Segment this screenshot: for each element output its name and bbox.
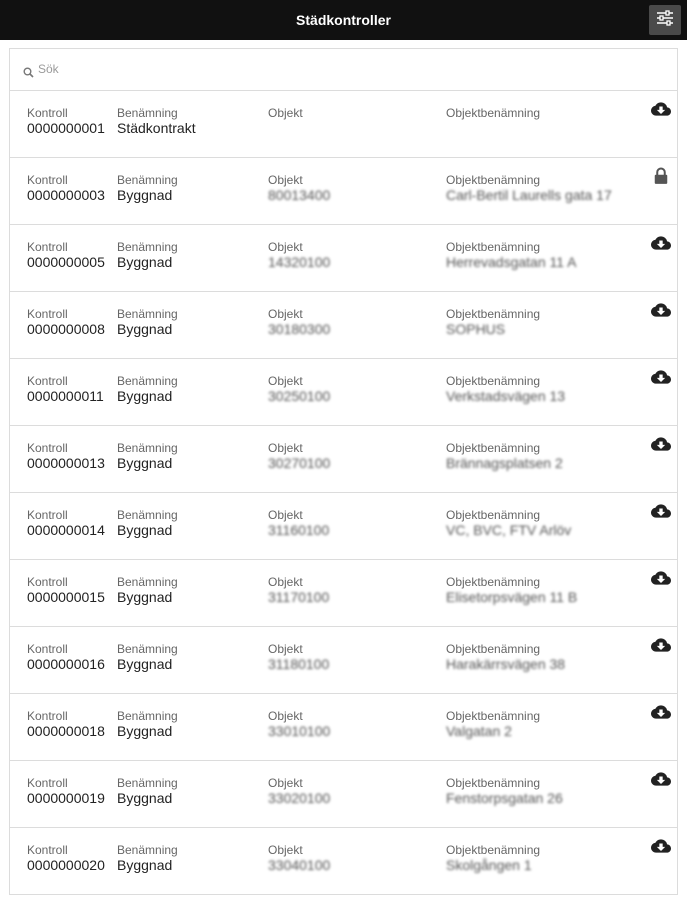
list-item[interactable]: [10, 292, 677, 359]
inspection-list: [10, 91, 677, 895]
field-label-kontroll: Kontroll: [27, 173, 68, 187]
field-value-objektbenamning: Harakärrsvägen 38: [446, 656, 566, 672]
field-objektbenamning: [446, 174, 612, 203]
field-objektbenamning: [446, 777, 563, 806]
field-benamning: [117, 107, 196, 136]
field-value-kontroll: 0000000008: [27, 321, 105, 337]
field-value-objektbenamning: Verkstadsvägen 13: [446, 388, 566, 404]
list-item[interactable]: [10, 359, 677, 426]
field-kontroll: [27, 844, 105, 873]
field-benamning: [117, 576, 178, 605]
field-objekt: [268, 576, 329, 605]
field-value-kontroll: 0000000018: [27, 723, 105, 739]
field-label-objektbenamning: Objektbenämning: [446, 173, 541, 187]
field-label-kontroll: Kontroll: [27, 441, 68, 455]
field-value-objekt: [268, 120, 303, 136]
field-benamning: [117, 241, 178, 270]
field-kontroll: [27, 643, 105, 672]
field-objekt: [268, 107, 303, 136]
field-objektbenamning: [446, 442, 563, 471]
field-value-kontroll: 0000000016: [27, 656, 105, 672]
field-label-benamning: Benämning: [117, 307, 178, 321]
field-value-kontroll: 0000000015: [27, 589, 105, 605]
field-objektbenamning: [446, 643, 565, 672]
field-label-objekt: Objekt: [268, 508, 303, 522]
field-objekt: [268, 241, 330, 270]
field-value-kontroll: 0000000019: [27, 790, 105, 806]
field-label-benamning: Benämning: [117, 843, 178, 857]
field-label-objekt: Objekt: [268, 709, 303, 723]
field-label-objektbenamning: Objektbenämning: [446, 106, 541, 120]
field-label-objektbenamning: Objektbenämning: [446, 240, 541, 254]
field-benamning: [117, 375, 178, 404]
list-item[interactable]: [10, 627, 677, 694]
field-benamning: [117, 777, 178, 806]
field-value-benamning: Byggnad: [117, 723, 173, 739]
field-label-benamning: Benämning: [117, 173, 178, 187]
field-objekt: [268, 777, 330, 806]
field-label-benamning: Benämning: [117, 441, 178, 455]
field-label-objekt: Objekt: [268, 240, 303, 254]
field-label-benamning: Benämning: [117, 776, 178, 790]
cloud-download-icon[interactable]: [651, 836, 671, 856]
field-label-kontroll: Kontroll: [27, 575, 68, 589]
field-value-objekt: 31170100: [268, 589, 330, 605]
field-label-objektbenamning: Objektbenämning: [446, 374, 541, 388]
inspection-list-card: [9, 48, 678, 895]
field-objektbenamning: [446, 308, 540, 337]
field-label-kontroll: Kontroll: [27, 642, 68, 656]
field-label-kontroll: Kontroll: [27, 240, 68, 254]
field-kontroll: [27, 442, 105, 471]
field-label-objektbenamning: Objektbenämning: [446, 709, 541, 723]
cloud-download-icon[interactable]: [651, 568, 671, 588]
field-benamning: [117, 509, 178, 538]
field-label-benamning: Benämning: [117, 508, 178, 522]
field-label-objektbenamning: Objektbenämning: [446, 508, 541, 522]
field-value-kontroll: 0000000011: [27, 388, 104, 404]
field-value-benamning: Byggnad: [117, 455, 173, 471]
field-value-objekt: 30250100: [268, 388, 331, 404]
search-icon: [23, 65, 34, 76]
cloud-download-icon[interactable]: [651, 99, 671, 119]
field-label-objekt: Objekt: [268, 106, 303, 120]
list-item[interactable]: [10, 91, 677, 158]
field-label-benamning: Benämning: [117, 240, 178, 254]
field-kontroll: [27, 241, 105, 270]
field-objekt: [268, 710, 330, 739]
field-value-benamning: Byggnad: [117, 656, 173, 672]
field-value-objekt: 30180300: [268, 321, 331, 337]
field-value-objekt: 80013400: [268, 187, 331, 203]
field-value-kontroll: 0000000005: [27, 254, 105, 270]
field-value-objektbenamning: Brännagsplatsen 2: [446, 455, 563, 471]
field-label-objektbenamning: Objektbenämning: [446, 575, 541, 589]
field-value-kontroll: 0000000020: [27, 857, 105, 873]
field-label-objekt: Objekt: [268, 374, 303, 388]
field-objekt: [268, 643, 329, 672]
field-label-kontroll: Kontroll: [27, 106, 68, 120]
field-label-objekt: Objekt: [268, 575, 303, 589]
field-objektbenamning: [446, 241, 577, 270]
field-label-kontroll: Kontroll: [27, 508, 68, 522]
list-item[interactable]: [10, 426, 677, 493]
field-label-benamning: Benämning: [117, 374, 178, 388]
field-value-objekt: 33010100: [268, 723, 331, 739]
list-item[interactable]: [10, 761, 677, 828]
field-objekt: [268, 375, 330, 404]
field-objektbenamning: [446, 844, 540, 873]
field-kontroll: [27, 777, 105, 806]
field-label-benamning: Benämning: [117, 642, 178, 656]
field-benamning: [117, 308, 178, 337]
field-label-objektbenamning: Objektbenämning: [446, 307, 541, 321]
field-label-objekt: Objekt: [268, 776, 303, 790]
app-header: [0, 0, 687, 40]
cloud-download-icon[interactable]: [651, 635, 671, 655]
cloud-download-icon[interactable]: [651, 434, 671, 454]
filter-button[interactable]: [649, 5, 681, 35]
cloud-download-icon[interactable]: [651, 233, 671, 253]
field-value-benamning: Byggnad: [117, 388, 173, 404]
cloud-download-icon[interactable]: [651, 300, 671, 320]
field-kontroll: [27, 308, 105, 337]
list-item[interactable]: [10, 493, 677, 560]
field-value-objektbenamning: Valgatan 2: [446, 723, 512, 739]
list-item[interactable]: [10, 158, 677, 225]
field-value-objektbenamning: Carl-Bertil Laurells gata 17: [446, 187, 612, 203]
field-label-objekt: Objekt: [268, 173, 303, 187]
cloud-download-icon[interactable]: [651, 702, 671, 722]
field-value-objektbenamning: Skolgången 1: [446, 857, 532, 873]
cloud-download-icon[interactable]: [651, 367, 671, 387]
field-value-objektbenamning: VC, BVC, FTV Arlöv: [446, 522, 572, 538]
field-value-objekt: 30270100: [268, 455, 331, 471]
lock-icon: [651, 166, 671, 186]
field-value-benamning: Byggnad: [117, 321, 173, 337]
field-label-benamning: Benämning: [117, 106, 178, 120]
field-benamning: [117, 710, 178, 739]
field-benamning: [117, 844, 178, 873]
field-kontroll: [27, 576, 105, 605]
field-label-objektbenamning: Objektbenämning: [446, 642, 541, 656]
field-value-objektbenamning: SOPHUS: [446, 321, 506, 337]
field-label-objekt: Objekt: [268, 843, 303, 857]
field-label-benamning: Benämning: [117, 575, 178, 589]
field-objekt: [268, 509, 329, 538]
search-input[interactable]: [38, 59, 638, 79]
field-value-benamning: Byggnad: [117, 522, 173, 538]
field-value-objektbenamning: Elisetorpsvägen 11 B: [446, 589, 578, 605]
field-label-kontroll: Kontroll: [27, 307, 68, 321]
field-label-objekt: Objekt: [268, 441, 303, 455]
field-kontroll: [27, 174, 105, 203]
field-label-objekt: Objekt: [268, 642, 303, 656]
field-objekt: [268, 308, 330, 337]
field-label-kontroll: Kontroll: [27, 374, 68, 388]
field-label-objektbenamning: Objektbenämning: [446, 776, 541, 790]
field-benamning: [117, 442, 178, 471]
field-label-kontroll: Kontroll: [27, 776, 68, 790]
field-value-objekt: 31160100: [268, 522, 330, 538]
field-value-kontroll: 0000000001: [27, 120, 105, 136]
field-objekt: [268, 844, 330, 873]
field-value-kontroll: 0000000013: [27, 455, 105, 471]
list-item[interactable]: [10, 560, 677, 627]
field-kontroll: [27, 107, 105, 136]
field-objekt: [268, 442, 330, 471]
field-value-benamning: Byggnad: [117, 790, 173, 806]
cloud-download-icon[interactable]: [651, 769, 671, 789]
field-label-kontroll: Kontroll: [27, 843, 68, 857]
field-value-objekt: 33020100: [268, 790, 331, 806]
field-value-objekt: 33040100: [268, 857, 331, 873]
field-value-objektbenamning: Fenstorpsgatan 26: [446, 790, 563, 806]
field-objektbenamning: [446, 509, 571, 538]
field-objektbenamning: [446, 710, 540, 739]
field-value-kontroll: 0000000003: [27, 187, 105, 203]
list-item[interactable]: [10, 225, 677, 292]
field-benamning: [117, 643, 178, 672]
field-value-benamning: Byggnad: [117, 857, 173, 873]
field-value-objekt: 31180100: [268, 656, 330, 672]
field-objektbenamning: [446, 375, 565, 404]
field-objektbenamning: [446, 576, 577, 605]
field-label-objektbenamning: Objektbenämning: [446, 441, 541, 455]
field-kontroll: [27, 509, 105, 538]
field-value-benamning: Byggnad: [117, 254, 173, 270]
sliders-icon: [656, 10, 674, 31]
field-value-benamning: Byggnad: [117, 589, 173, 605]
field-label-objektbenamning: Objektbenämning: [446, 843, 541, 857]
field-value-objekt: 14320100: [268, 254, 331, 270]
cloud-download-icon[interactable]: [651, 501, 671, 521]
field-label-objekt: Objekt: [268, 307, 303, 321]
field-value-benamning: Byggnad: [117, 187, 173, 203]
field-label-benamning: Benämning: [117, 709, 178, 723]
list-item[interactable]: [10, 828, 677, 895]
search-bar: [10, 49, 677, 91]
field-value-objektbenamning: Herrevadsgatan 11 A: [446, 254, 577, 270]
field-kontroll: [27, 710, 105, 739]
field-label-kontroll: Kontroll: [27, 709, 68, 723]
field-value-objektbenamning: [446, 120, 540, 136]
page-title: Städkontroller: [296, 12, 391, 28]
field-objektbenamning: [446, 107, 540, 136]
field-benamning: [117, 174, 178, 203]
field-value-benamning: Städkontrakt: [117, 120, 196, 136]
field-value-kontroll: 0000000014: [27, 522, 105, 538]
field-kontroll: [27, 375, 104, 404]
list-item[interactable]: [10, 694, 677, 761]
field-objekt: [268, 174, 330, 203]
